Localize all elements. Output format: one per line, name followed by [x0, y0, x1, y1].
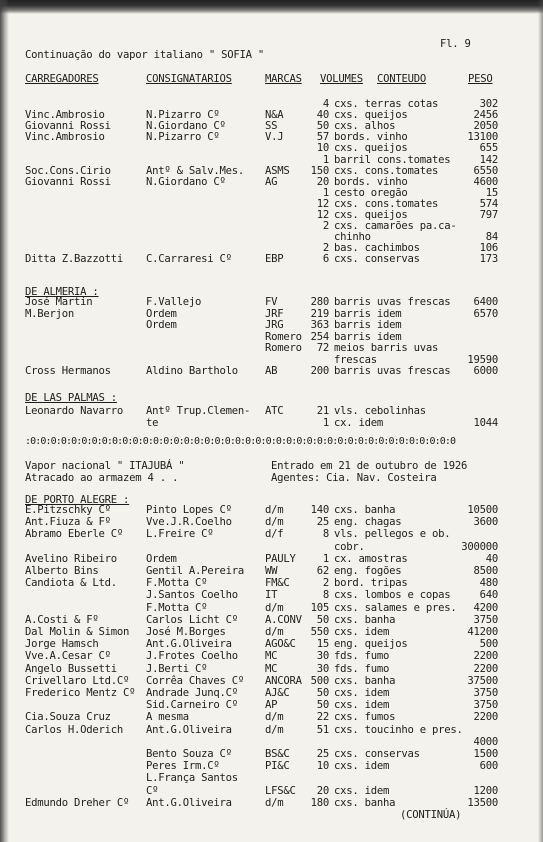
row-vol: 40: [316, 109, 329, 122]
vapor-nacional-agents: Agentes: Cia. Nav. Costeira: [271, 472, 437, 484]
row-consignatario: C.Carraresi Cº: [146, 253, 232, 266]
row-conteudo: cxs. idem: [334, 699, 390, 712]
row-consignatario: Ant.G.Oliveira: [146, 723, 232, 736]
row-conteudo: cxs. banha: [334, 796, 396, 809]
row-consignatario: Corrêa Chaves Cº: [146, 674, 245, 687]
row-vol: 2: [322, 220, 329, 233]
row-vol: 20: [316, 175, 329, 188]
row-marca: WW: [265, 565, 278, 577]
scan-top-edge: [0, 0, 543, 14]
row-conteudo: fds. fumo: [334, 662, 390, 675]
row-carregador: Candiota & Ltd.: [25, 577, 117, 590]
row-conteudo: cxs. banha: [334, 504, 396, 516]
row-consignatario: Ordem: [146, 552, 177, 565]
row-marca: JRG: [265, 319, 284, 331]
row-conteudo: meios barris uvas: [334, 342, 439, 354]
row-marca: V.J: [265, 131, 284, 144]
row-vol: 12: [316, 209, 329, 221]
row-conteudo: cxs. conservas: [334, 253, 420, 266]
row-carregador: Edmundo Dreher Cº: [25, 796, 130, 809]
header-consignatarios: CONSIGNATARIOS: [146, 73, 232, 85]
row-conteudo: cxs. toucinho e pres.: [334, 723, 463, 736]
row-peso: 6400: [473, 296, 498, 308]
row-carregador: Avelino Ribeiro: [25, 552, 117, 565]
row-peso: 8500: [473, 565, 498, 577]
row-conteudo: vls. pellegos e ob.: [334, 528, 451, 541]
row-peso: 13100: [467, 131, 498, 144]
separator-line: :0:0:0:0:0:0:0:0:0:0:0:0:0:0:0:0:0:0:0:0:0:0:0:0:0:0:0:0:0:0:0:0:0:0:0:0:0:0:0:0:0:0: [25, 436, 456, 447]
row-conteudo: bas. cachimbos: [334, 242, 420, 255]
row-vol: 254: [310, 330, 329, 343]
row-conteudo: cxs. queijos: [334, 142, 408, 155]
row-marca: MC: [265, 650, 278, 663]
row-conteudo: cxs. salames e pres.: [334, 601, 457, 614]
row-peso: 4600: [473, 175, 498, 188]
row-peso: 3750: [473, 699, 498, 712]
row-consignatario: Ant.G.Oliveira: [146, 796, 232, 809]
row-conteudo: cxs. cons.tomates: [334, 164, 439, 177]
row-vol: 140: [310, 504, 329, 516]
row-peso: 142: [479, 153, 498, 166]
row-vol: 50: [316, 699, 329, 712]
row-marca: PAULY: [265, 552, 296, 565]
row-carregador: E.Pitzschky Cº: [25, 504, 111, 516]
row-peso: 4200: [473, 601, 498, 614]
header-carregadores: CARREGADORES: [25, 73, 99, 85]
row-consignatario: te: [146, 416, 159, 429]
row-vol: 1: [322, 153, 329, 166]
row-marca: AJ&C: [265, 687, 290, 699]
row-carregador: Ditta Z.Bazzotti: [25, 253, 124, 266]
row-consignatario: L.França Santos: [146, 772, 238, 785]
row-marca: d/m: [265, 601, 284, 614]
row-peso: 106: [479, 242, 498, 255]
row-marca: PI&C: [265, 760, 290, 773]
row-peso: 2200: [473, 650, 498, 663]
row-consignatario: Sid.Carneiro Cº: [146, 699, 238, 712]
row-marca: ATC: [265, 405, 284, 417]
row-vol: 280: [310, 296, 329, 308]
row-carregador: Angelo Bussetti: [25, 662, 117, 675]
vapor-nacional-entry-date: Entrado em 21 de outubro de 1926: [271, 460, 468, 472]
row-consignatario: Vve.J.R.Coelho: [146, 516, 232, 529]
row-vol: 200: [310, 365, 329, 377]
row-peso: 173: [479, 253, 498, 266]
row-vol: 12: [316, 197, 329, 210]
row-consignatario: Cº: [146, 784, 159, 797]
row-marca: MC: [265, 662, 278, 675]
row-marca: EBP: [265, 253, 284, 266]
row-conteudo: barril cons.tomates: [334, 153, 451, 166]
row-vol: 50: [316, 687, 329, 699]
row-carregador: M.Berjon: [25, 307, 75, 320]
row-peso: 1500: [473, 748, 498, 760]
row-consignatario: F.Motta Cº: [146, 601, 208, 614]
row-vol: 10: [316, 760, 329, 773]
row-carregador: Soc.Cons.Cirio: [25, 164, 111, 177]
row-vol: 25: [316, 516, 329, 529]
row-carregador: Leonardo Navarro: [25, 405, 124, 417]
row-marca: Romero: [265, 342, 302, 354]
row-vol: 1: [322, 186, 329, 199]
row-marca: AG: [265, 175, 278, 188]
row-vol: 150: [310, 164, 329, 177]
row-consignatario: Andrade Junq.Cº: [146, 687, 238, 699]
row-marca: AP: [265, 699, 278, 712]
row-peso: 797: [479, 209, 498, 221]
row-consignatario: José M.Borges: [146, 626, 226, 638]
row-consignatario: Carlos Licht Cº: [146, 613, 238, 626]
row-conteudo: cxs. cons.tomates: [334, 197, 439, 210]
row-conteudo: cxs. idem: [334, 760, 390, 773]
row-marca: d/m: [265, 504, 284, 516]
row-vol: 1: [322, 552, 329, 565]
heading-porto-alegre: DE PORTO ALEGRE :: [25, 494, 130, 506]
row-marca: AGO&C: [265, 638, 296, 651]
row-conteudo: cx. idem: [334, 416, 384, 429]
row-consignatario: L.Freire Cº: [146, 528, 214, 541]
row-consignatario: Aldino Bartholo: [146, 365, 238, 377]
row-marca: d/m: [265, 796, 284, 809]
row-conteudo: cxs. banha: [334, 674, 396, 687]
row-peso: 19590: [467, 353, 498, 366]
row-consignatario: F.Vallejo: [146, 296, 202, 308]
row-carregador: Alberto Bins: [25, 565, 99, 577]
header-marcas: MARCAS: [265, 73, 302, 85]
row-peso: 640: [479, 589, 498, 602]
row-conteudo: cxs. queijos: [334, 109, 408, 122]
header-peso: PESO: [468, 73, 493, 85]
row-conteudo: bords. vinho: [334, 175, 408, 188]
row-carregador: Dal Molin & Simon: [25, 626, 130, 638]
row-conteudo: chinho: [334, 231, 371, 244]
row-peso: 84: [485, 231, 498, 244]
row-vol: 2: [322, 577, 329, 590]
row-consignatario: Peres Irm.Cº: [146, 760, 220, 773]
row-peso: 4000: [473, 735, 498, 748]
row-conteudo: cxs. idem: [334, 626, 390, 638]
row-marca: d/m: [265, 516, 284, 529]
row-consignatario: Ant.G.Oliveira: [146, 638, 232, 651]
row-peso: 6000: [473, 365, 498, 377]
row-conteudo: fds. fumo: [334, 650, 390, 663]
row-vol: 22: [316, 711, 329, 724]
row-vol: 500: [310, 674, 329, 687]
row-marca: Romero: [265, 330, 302, 343]
row-conteudo: cxs. idem: [334, 784, 390, 797]
row-consignatario: N.Pizarro Cº: [146, 109, 220, 122]
row-vol: 50: [316, 613, 329, 626]
vapor-nacional-title: Vapor nacional " ITAJUBÁ ": [25, 460, 185, 472]
row-vol: 2: [322, 242, 329, 255]
row-conteudo: barris uvas frescas: [334, 296, 451, 308]
row-marca: ASMS: [265, 164, 290, 177]
row-vol: 25: [316, 748, 329, 760]
row-consignatario: N.Giordano Cº: [146, 175, 226, 188]
row-consignatario: Pinto Lopes Cº: [146, 504, 232, 516]
row-vol: 30: [316, 662, 329, 675]
row-peso: 6550: [473, 164, 498, 177]
row-carregador: Giovanni Rossi: [25, 120, 111, 133]
row-vol: 363: [310, 319, 329, 331]
row-peso: 15: [485, 186, 498, 199]
page-number: Fl. 9: [440, 38, 471, 50]
row-peso: 300000: [461, 540, 498, 553]
row-conteudo: cxs. banha: [334, 613, 396, 626]
row-vol: 6: [322, 253, 329, 266]
row-consignatario: Antº Trup.Clemen-: [146, 405, 251, 417]
row-consignatario: F.Motta Cº: [146, 577, 208, 590]
row-peso: 302: [479, 98, 498, 110]
row-conteudo: cxs. alhos: [334, 120, 396, 133]
row-marca: d/f: [265, 528, 284, 541]
row-consignatario: N.Pizarro Cº: [146, 131, 220, 144]
row-conteudo: cobr.: [334, 540, 365, 553]
row-vol: 21: [316, 405, 329, 417]
row-vol: 105: [310, 601, 329, 614]
scan-right-edge: [538, 0, 543, 842]
row-peso: 13500: [467, 796, 498, 809]
row-carregador: Vve.A.Cesar Cº: [25, 650, 111, 663]
row-peso: 37500: [467, 674, 498, 687]
row-marca: FV: [265, 296, 278, 308]
row-marca: JRF: [265, 307, 284, 320]
row-peso: 40: [485, 552, 498, 565]
row-vol: 50: [316, 120, 329, 133]
row-vol: 72: [316, 342, 329, 354]
row-conteudo: barris idem: [334, 319, 402, 331]
row-conteudo: barris idem: [334, 330, 402, 343]
row-consignatario: Bento Souza Cº: [146, 748, 232, 760]
row-vol: 62: [316, 565, 329, 577]
row-peso: 2050: [473, 120, 498, 133]
header-volumes: VOLUMES: [320, 73, 363, 85]
row-peso: 1200: [473, 784, 498, 797]
row-peso: 480: [479, 577, 498, 590]
row-peso: 3750: [473, 687, 498, 699]
row-consignatario: J.Santos Coelho: [146, 589, 238, 602]
row-marca: FM&C: [265, 577, 290, 590]
row-peso: 2200: [473, 711, 498, 724]
row-conteudo: eng. queijos: [334, 638, 408, 651]
header-conteudo: CONTEUDO: [377, 73, 427, 85]
row-marca: d/m: [265, 626, 284, 638]
row-vol: 4: [322, 98, 329, 110]
scan-left-edge: [0, 0, 9, 842]
row-carregador: Jorge Hamsch: [25, 638, 99, 651]
row-peso: 1044: [473, 416, 498, 429]
row-conteudo: frescas: [334, 353, 377, 366]
row-peso: 500: [479, 638, 498, 651]
row-vol: 8: [322, 528, 329, 541]
row-vol: 10: [316, 142, 329, 155]
row-carregador: Giovanni Rossi: [25, 175, 111, 188]
row-carregador: Crivellaro Ltd.Cº: [25, 674, 130, 687]
row-marca: d/m: [265, 723, 284, 736]
row-marca: LFS&C: [265, 784, 296, 797]
heading-las-palmas: DE LAS PALMAS :: [25, 392, 117, 404]
row-vol: 51: [316, 723, 329, 736]
row-consignatario: J.Frotes Coelho: [146, 650, 238, 663]
row-vol: 180: [310, 796, 329, 809]
row-vol: 20: [316, 784, 329, 797]
row-conteudo: cxs. camarões pa.ca-: [334, 220, 457, 233]
row-conteudo: barris uvas frescas: [334, 365, 451, 377]
row-conteudo: cxs. terras cotas: [334, 98, 439, 110]
row-vol: 550: [310, 626, 329, 638]
heading-almeria: DE ALMERIA :: [25, 286, 99, 298]
row-vol: 219: [310, 307, 329, 320]
row-consignatario: Antº & Salv.Mes.: [146, 164, 245, 177]
row-conteudo: cxs. fumos: [334, 711, 396, 724]
row-conteudo: cxs. queijos: [334, 209, 408, 221]
row-carregador: Abramo Eberle Cº: [25, 528, 124, 541]
row-peso: 3600: [473, 516, 498, 529]
row-marca: AB: [265, 365, 278, 377]
row-carregador: Ant.Fiuza & Fº: [25, 516, 111, 529]
row-carregador: Vinc.Ambrosio: [25, 131, 105, 144]
row-conteudo: vls. cebolinhas: [334, 405, 426, 417]
row-marca: A.CONV: [265, 613, 302, 626]
row-peso: 2456: [473, 109, 498, 122]
row-conteudo: cxs. idem: [334, 687, 390, 699]
row-consignatario: J.Berti Cº: [146, 662, 208, 675]
row-carregador: Frederico Mentz Cº: [25, 687, 136, 699]
row-consignatario: Ordem: [146, 319, 177, 331]
row-marca: SS: [265, 120, 278, 133]
row-peso: 6570: [473, 307, 498, 320]
row-peso: 574: [479, 197, 498, 210]
row-vol: 57: [316, 131, 329, 144]
row-peso: 10500: [467, 504, 498, 516]
row-peso: 655: [479, 142, 498, 155]
row-peso: 3750: [473, 613, 498, 626]
row-conteudo: cesto oregão: [334, 186, 408, 199]
continua-note: (CONTINÚA): [400, 809, 462, 821]
row-consignatario: Gentil A.Pereira: [146, 565, 245, 577]
row-carregador: José Martin: [25, 296, 93, 308]
row-vol: 1: [322, 416, 329, 429]
row-carregador: A.Costi & Fº: [25, 613, 99, 626]
row-peso: 2200: [473, 662, 498, 675]
row-vol: 8: [322, 589, 329, 602]
page-title: Continuação do vapor italiano " SOFIA ": [25, 49, 264, 61]
row-conteudo: bords. vinho: [334, 131, 408, 144]
row-vol: 30: [316, 650, 329, 663]
row-carregador: Vinc.Ambrosio: [25, 109, 105, 122]
row-conteudo: bord. tripas: [334, 577, 408, 590]
row-vol: 15: [316, 638, 329, 651]
row-consignatario: A mesma: [146, 711, 189, 724]
row-marca: BS&C: [265, 748, 290, 760]
row-carregador: Cross Hermanos: [25, 365, 111, 377]
row-consignatario: N.Giordano Cº: [146, 120, 226, 133]
row-consignatario: Ordem: [146, 307, 177, 320]
row-marca: d/m: [265, 711, 284, 724]
row-conteudo: eng. chagas: [334, 516, 402, 529]
row-conteudo: cxs. conservas: [334, 748, 420, 760]
row-marca: IT: [265, 589, 278, 602]
row-conteudo: cx. amostras: [334, 552, 408, 565]
row-marca: N&A: [265, 109, 284, 122]
vapor-nacional-berth: Atracado ao armazem 4 . .: [25, 472, 179, 484]
row-marca: ANCORA: [265, 674, 302, 687]
row-conteudo: cxs. lombos e copas: [334, 589, 451, 602]
row-carregador: Cia.Souza Cruz: [25, 711, 111, 724]
row-peso: 600: [479, 760, 498, 773]
row-conteudo: eng. fogões: [334, 565, 402, 577]
row-carregador: Carlos H.Oderich: [25, 723, 124, 736]
row-conteudo: barris idem: [334, 307, 402, 320]
row-peso: 41200: [467, 626, 498, 638]
